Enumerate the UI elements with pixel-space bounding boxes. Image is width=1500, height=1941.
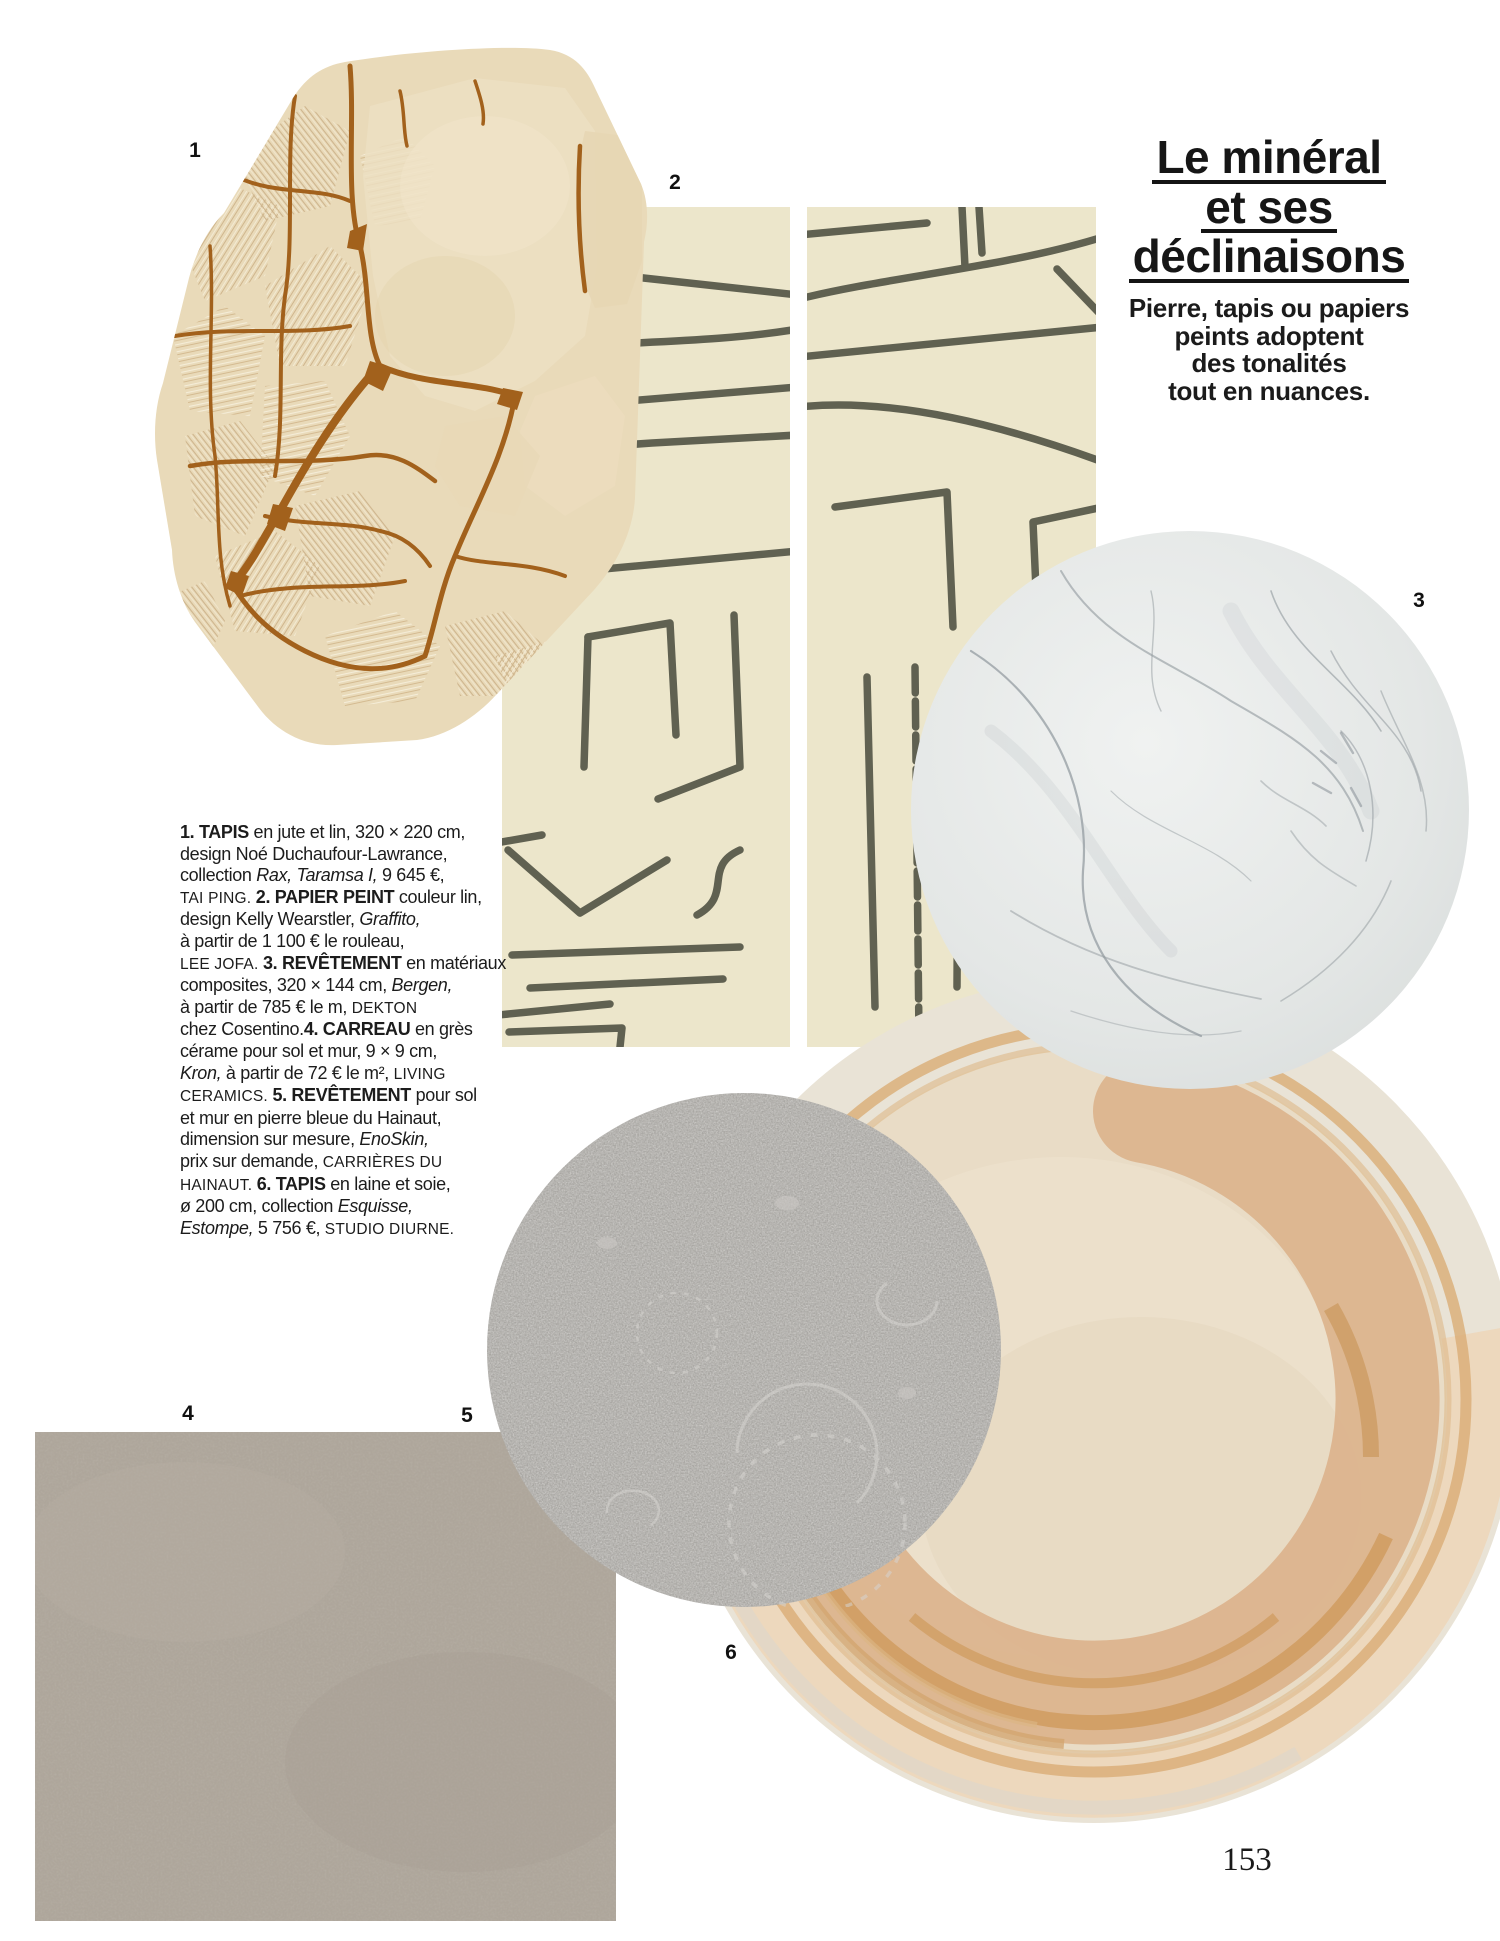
figure-label-1: 1	[189, 139, 201, 162]
figure-label-6: 6	[725, 1641, 737, 1664]
article-subtitle	[1094, 295, 1444, 405]
caption-line: à partir de 785 € le m, DEKTON	[180, 996, 418, 1017]
page-number: 153	[1222, 1842, 1272, 1878]
caption-line: TAI PING. 2. PAPIER PEINT couleur lin,	[180, 886, 482, 907]
caption-block	[180, 822, 510, 1240]
caption-line: dimension sur mesure, EnoSkin,	[180, 1129, 429, 1150]
stone-rug-rax	[145, 36, 650, 750]
caption-line: 1. TAPIS en jute et lin, 320 × 220 cm,	[180, 822, 466, 842]
figure-label-2: 2	[669, 171, 681, 194]
caption-line: composites, 320 × 144 cm, Bergen,	[180, 975, 453, 996]
caption-line: à partir de 1 100 € le rouleau,	[180, 930, 405, 951]
title-line-3: déclinaisons	[1129, 237, 1410, 283]
subtitle-line: peints adoptent	[1174, 320, 1364, 351]
caption-line: design Noé Duchaufour-Lawrance,	[180, 843, 448, 864]
article-title	[1094, 131, 1444, 287]
figure-label-4: 4	[182, 1402, 194, 1425]
caption-line: design Kelly Wearstler, Graffito,	[180, 909, 421, 930]
subtitle-line: des tonalités	[1191, 348, 1347, 378]
figure-label-3: 3	[1413, 589, 1425, 612]
title-line-2: et ses	[1201, 188, 1336, 234]
figure-label-5: 5	[461, 1404, 473, 1427]
caption-line: chez Cosentino.4. CARREAU en grès	[180, 1019, 473, 1040]
caption-line: CERAMICS. 5. REVÊTEMENT pour sol	[180, 1085, 477, 1106]
subtitle-line: tout en nuances.	[1168, 375, 1370, 406]
subtitle-line: Pierre, tapis ou papiers	[1128, 293, 1410, 323]
caption-line: Kron, à partir de 72 € le m², LIVING	[180, 1062, 446, 1083]
blue-stone-disc-enoskin	[487, 1093, 1001, 1607]
caption-line: Estompe, 5 756 €, STUDIO DIURNE.	[180, 1217, 455, 1238]
caption-line: cérame pour sol et mur, 9 × 9 cm,	[180, 1040, 438, 1061]
title-line-1: Le minéral	[1152, 138, 1385, 184]
caption-line: ø 200 cm, collection Esquisse,	[180, 1196, 413, 1217]
caption-line: LEE JOFA. 3. REVÊTEMENT en matériaux	[180, 952, 506, 973]
caption-line: et mur en pierre bleue du Hainaut,	[180, 1107, 442, 1128]
marble-disc-bergen	[911, 531, 1469, 1089]
caption-line: collection Rax, Taramsa I, 9 645 €,	[180, 865, 445, 886]
caption-line: HAINAUT. 6. TAPIS en laine et soie,	[180, 1173, 451, 1194]
caption-line: prix sur demande, CARRIÈRES DU	[180, 1150, 443, 1171]
